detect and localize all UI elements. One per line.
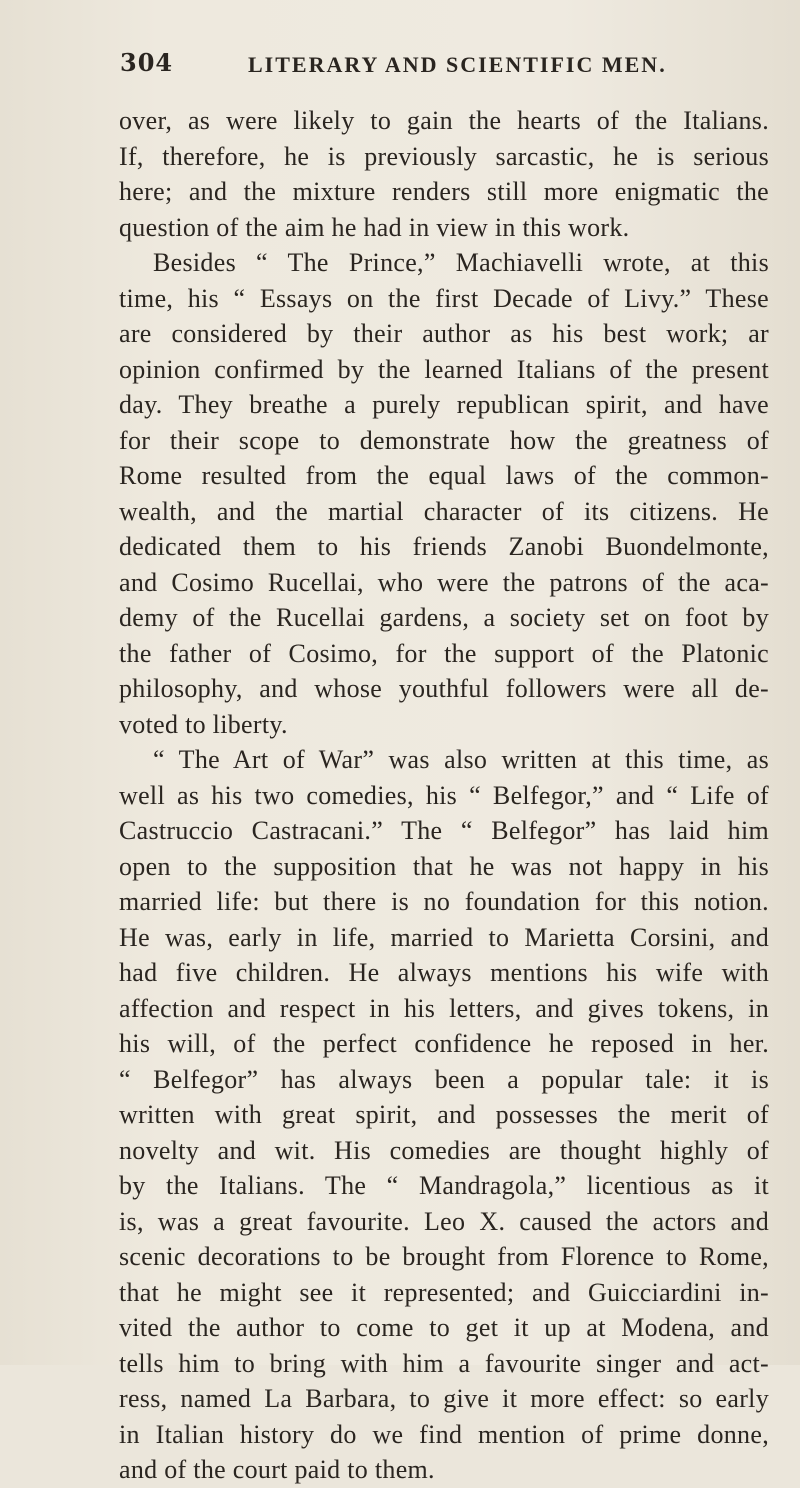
text-line: his will, of the perfect confidence he reposed in her. [119, 1029, 769, 1058]
text-line: well as his two comedies, his “ Belfegor,” and “ Life of [119, 780, 769, 810]
text-line: here; and the mixture renders still more enigmatic the [119, 177, 769, 206]
text-line: wealth, and the martial character of its citizens. He [119, 496, 769, 526]
body-text [119, 103, 769, 1488]
text-line: opinion confirmed by the learned Italians of the present [119, 354, 769, 384]
text-line: philosophy, and whose youthful followers were all de- [119, 674, 769, 703]
text-line: vited the author to come to get it up at Modena, and [119, 1313, 769, 1342]
text-line: novelty and wit. His comedies are thought highly of [119, 1135, 769, 1165]
text-line: scenic decorations to be brought from Florence to Rome, [119, 1242, 769, 1271]
text-line: time, his “ Essays on the first Decade of Livy.” These [119, 283, 769, 313]
text-line: in Italian history do we find mention of prime donne, [119, 1419, 769, 1449]
text-line: Castruccio Castracani.” The “ Belfegor” has laid him [119, 816, 769, 845]
text-line: and of the court paid to them. [119, 1455, 435, 1484]
text-line: “ Belfegor” has always been a popular tale: it is [119, 1064, 769, 1094]
text-line: that he might see it represented; and Guicciardini in- [119, 1277, 769, 1307]
text-line: day. They breathe a purely republican spirit, and have [119, 390, 769, 419]
text-line: the father of Cosimo, for the support of the Platonic [119, 638, 769, 668]
text-line: “ The Art of War” was also written at this time, as [153, 745, 769, 774]
text-line: Besides “ The Prince,” Machiavelli wrote, at this [153, 248, 769, 277]
text-line: question of the aim he had in view in this work. [119, 212, 630, 242]
text-line: Rome resulted from the equal laws of the common- [119, 461, 769, 490]
text-line: affection and respect in his letters, and gives tokens, in [119, 993, 769, 1023]
text-line: had five children. He always mentions his wife with [119, 958, 769, 987]
text-line: and Cosimo Rucellai, who were the patrons of the aca- [119, 567, 769, 597]
running-head [120, 48, 760, 88]
text-line: written with great spirit, and possesses the merit of [119, 1100, 769, 1129]
text-line: demy of the Rucellai gardens, a society set on foot by [119, 603, 769, 632]
running-title: LITERARY AND SCIENTIFIC MEN. [248, 52, 667, 77]
text-line: dedicated them to his friends Zanobi Buondelmonte, [119, 532, 769, 561]
page-number: 304 [120, 48, 174, 77]
text-line: open to the supposition that he was not happy in his [119, 851, 769, 881]
text-line: for their scope to demonstrate how the greatness of [119, 425, 769, 455]
text-line: by the Italians. The “ Mandragola,” licentious as it [119, 1171, 769, 1200]
text-line: voted to liberty. [119, 709, 288, 739]
text-line: tells him to bring with him a favourite singer and act- [119, 1348, 769, 1378]
text-line: are considered by their author as his best work; ar [119, 319, 769, 348]
text-line: is, was a great favourite. Leo X. caused the actors and [119, 1206, 769, 1236]
text-line: married life: but there is no foundation for this notion. [119, 887, 769, 916]
text-line: He was, early in life, married to Marietta Corsini, and [119, 922, 769, 952]
text-line: over, as were likely to gain the hearts of the Italians. [119, 106, 769, 135]
text-line: ress, named La Barbara, to give it more effect: so early [119, 1384, 769, 1413]
text-line: If, therefore, he is previously sarcastic, he is serious [119, 141, 769, 171]
